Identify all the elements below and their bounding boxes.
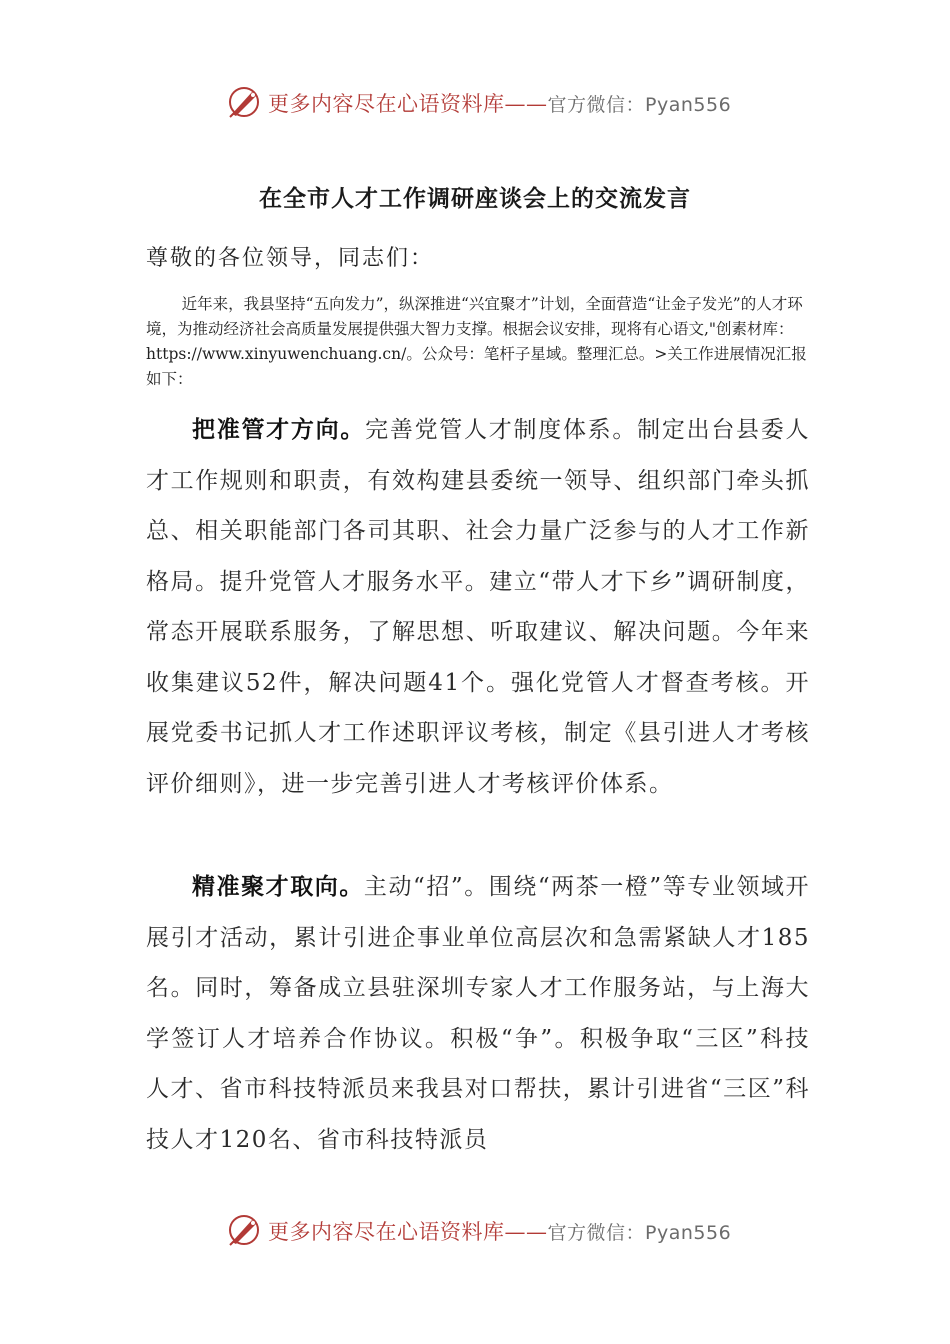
pen-nib-logo-icon (226, 84, 262, 120)
paragraph-body: 主动“招”。围绕“两茶一橙”等专业领域开展引才活动，累计引进企事业单位高层次和急需紧缺人才185名。同时，筹备成立县驻深圳专家人才工作服务站，与上海大学签订人才培养合作协议。积极“争”。积极争取“三区”科技人才、省市科技特派员来我县对口帮扶，累计引进省“三区”科技人才120名、省市科技特派员 (146, 874, 811, 1153)
paragraph-body: 完善党管人才制度体系。制定出台县委人才工作规则和职责，有效构建县委统一领导、组织部门牵头抓总、相关职能部门各司其职、社会力量广泛参与的人才工作新格局。提升党管人才服务水平。建立“带人才下乡”调研制度，常态开展联系服务，了解思想、听取建议、解决问题。今年来收集建议52件，解决问题41个。强化党管人才督查考核。开展党委书记抓人才工作述职评议考核，制定《县引进人才考核评价细则》，进一步完善引进人才考核评价体系。 (146, 417, 811, 797)
footer-banner (0, 1208, 950, 1252)
paragraph-lead: 把准管才方向。 (192, 417, 366, 443)
body-paragraph (146, 862, 810, 1165)
banner-text: 更多内容尽在心语资料库——官方微信：Pyan556 (268, 1220, 732, 1244)
paragraph-lead: 精准聚才取向。 (192, 874, 364, 900)
wechat-id: 官方微信：Pyan556 (547, 94, 732, 116)
header-banner (0, 80, 950, 124)
banner-text: 更多内容尽在心语资料库——官方微信：Pyan556 (268, 92, 732, 116)
body-paragraph (146, 405, 810, 809)
greeting: 尊敬的各位领导，同志们： (146, 246, 435, 271)
wechat-id: 官方微信：Pyan556 (547, 1222, 732, 1244)
document-title: 在全市人才工作调研座谈会上的交流发言 (259, 186, 691, 212)
intro-note: 近年来，我县坚持“五向发力”，纵深推进“兴宜聚才”计划，全面营造“让金子发光”的人才环境，为推动经济社会高质量发展提供强大智力支撑。根据会议安排，现将有心语文,"创素材库：https://www.xinyuwenchuang.cn/。公众号：笔杆子星域。整理汇总。>关工作进展情况汇报如下： (146, 295, 807, 388)
pen-nib-logo-icon (226, 1212, 262, 1248)
